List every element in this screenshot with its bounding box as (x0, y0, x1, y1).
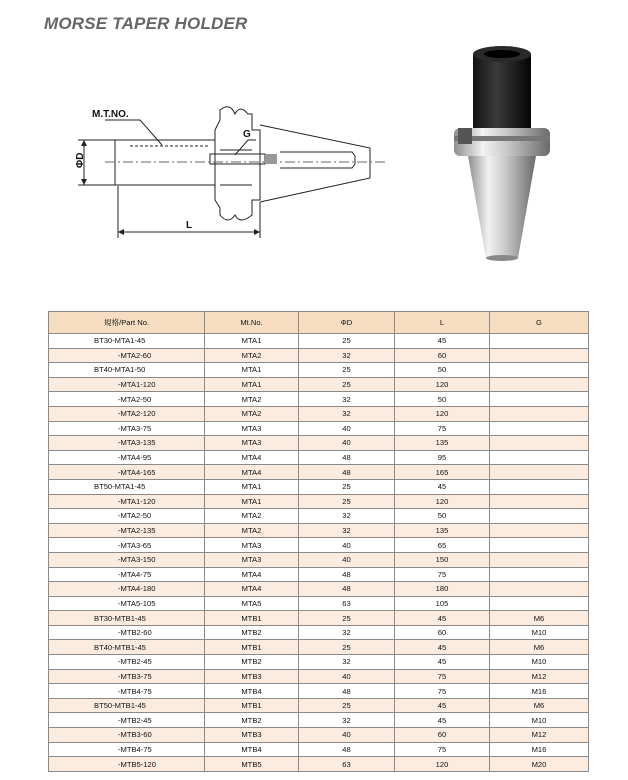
cell-part-no: -MTA3-135 (49, 436, 205, 451)
cell-g (490, 465, 589, 480)
table-row (49, 509, 589, 524)
table-row (49, 640, 589, 655)
cell-mt-no: MTB5 (205, 757, 299, 772)
cell-diameter: 48 (299, 582, 395, 597)
cell-length: 45 (395, 479, 490, 494)
table-row (49, 698, 589, 713)
cell-mt-no: MTB2 (205, 713, 299, 728)
cell-mt-no: MTA3 (205, 421, 299, 436)
table-row (49, 479, 589, 494)
cell-length: 60 (395, 348, 490, 363)
cell-diameter: 40 (299, 552, 395, 567)
label-mtno: M.T.NO. (92, 109, 129, 120)
spec-table (48, 311, 589, 772)
cell-diameter: 32 (299, 348, 395, 363)
cell-mt-no: MTA2 (205, 348, 299, 363)
cell-diameter: 48 (299, 567, 395, 582)
cell-mt-no: MTB2 (205, 655, 299, 670)
cell-part-no: -MTB3-60 (49, 728, 205, 743)
cell-g: M12 (490, 669, 589, 684)
cell-mt-no: MTA3 (205, 436, 299, 451)
cell-diameter: 48 (299, 742, 395, 757)
cell-g (490, 363, 589, 378)
label-length: L (186, 220, 193, 231)
header-part-no: 規格/Part No. (49, 312, 205, 334)
cell-diameter: 32 (299, 509, 395, 524)
cell-mt-no: MTB1 (205, 698, 299, 713)
cell-part-no: -MTA2-120 (49, 406, 205, 421)
cell-mt-no: MTB4 (205, 684, 299, 699)
cell-g (490, 421, 589, 436)
table-row (49, 406, 589, 421)
cell-part-no: -MTA2-50 (49, 509, 205, 524)
cell-length: 75 (395, 742, 490, 757)
cell-mt-no: MTA3 (205, 538, 299, 553)
cell-part-no: -MTA4-95 (49, 450, 205, 465)
table-row (49, 728, 589, 743)
table-row (49, 596, 589, 611)
cell-mt-no: MTB4 (205, 742, 299, 757)
cell-diameter: 25 (299, 377, 395, 392)
cell-length: 135 (395, 436, 490, 451)
cell-mt-no: MTA4 (205, 582, 299, 597)
table-row (49, 713, 589, 728)
cell-g (490, 406, 589, 421)
cell-part-no: -MTB3-75 (49, 669, 205, 684)
cell-g (490, 538, 589, 553)
cell-mt-no: MTA2 (205, 392, 299, 407)
cell-diameter: 25 (299, 363, 395, 378)
cell-g (490, 479, 589, 494)
cell-mt-no: MTA4 (205, 567, 299, 582)
cell-diameter: 25 (299, 334, 395, 349)
header-diameter: ΦD (299, 312, 395, 334)
cell-part-no: BT40-MTA1-50 (49, 363, 205, 378)
cell-diameter: 63 (299, 757, 395, 772)
cell-length: 105 (395, 596, 490, 611)
cell-mt-no: MTB3 (205, 669, 299, 684)
cell-length: 180 (395, 582, 490, 597)
cell-mt-no: MTA3 (205, 552, 299, 567)
cell-length: 165 (395, 465, 490, 480)
page-title: MORSE TAPER HOLDER (44, 14, 248, 33)
table-row (49, 494, 589, 509)
cell-g (490, 509, 589, 524)
cell-mt-no: MTA1 (205, 494, 299, 509)
cell-length: 75 (395, 567, 490, 582)
cell-g (490, 334, 589, 349)
cell-part-no: -MTA5-105 (49, 596, 205, 611)
cell-length: 150 (395, 552, 490, 567)
cell-g (490, 494, 589, 509)
cell-part-no: BT50-MTB1-45 (49, 698, 205, 713)
cell-length: 45 (395, 713, 490, 728)
table-row (49, 348, 589, 363)
cell-part-no: -MTA3-75 (49, 421, 205, 436)
cell-mt-no: MTA1 (205, 363, 299, 378)
cell-length: 75 (395, 669, 490, 684)
cell-part-no: -MTB4-75 (49, 684, 205, 699)
cell-part-no: -MTB5-120 (49, 757, 205, 772)
cell-diameter: 32 (299, 392, 395, 407)
table-row (49, 523, 589, 538)
table-row (49, 450, 589, 465)
cell-g: M6 (490, 640, 589, 655)
cell-part-no: BT30-MTA1-45 (49, 334, 205, 349)
cell-g (490, 348, 589, 363)
cell-diameter: 25 (299, 640, 395, 655)
header-length: L (395, 312, 490, 334)
cell-length: 75 (395, 684, 490, 699)
cell-part-no: BT30-MTB1-45 (49, 611, 205, 626)
cell-length: 50 (395, 392, 490, 407)
cell-diameter: 32 (299, 655, 395, 670)
cell-length: 45 (395, 611, 490, 626)
cell-g (490, 450, 589, 465)
cell-mt-no: MTB1 (205, 640, 299, 655)
cell-g (490, 582, 589, 597)
table-row (49, 363, 589, 378)
cell-diameter: 32 (299, 523, 395, 538)
cell-g (490, 436, 589, 451)
cell-part-no: -MTA2-135 (49, 523, 205, 538)
header-mt-no: Mt.No. (205, 312, 299, 334)
cell-g: M6 (490, 698, 589, 713)
cell-diameter: 40 (299, 538, 395, 553)
cell-length: 120 (395, 377, 490, 392)
cell-diameter: 32 (299, 625, 395, 640)
cell-diameter: 40 (299, 421, 395, 436)
table-row (49, 742, 589, 757)
cell-length: 95 (395, 450, 490, 465)
cell-g: M6 (490, 611, 589, 626)
label-g: G (243, 129, 251, 140)
table-row (49, 436, 589, 451)
table-row (49, 377, 589, 392)
table-row (49, 567, 589, 582)
table-row (49, 538, 589, 553)
cell-part-no: -MTA3-65 (49, 538, 205, 553)
table-row (49, 334, 589, 349)
cell-length: 60 (395, 625, 490, 640)
cell-part-no: -MTA4-165 (49, 465, 205, 480)
cell-g (490, 567, 589, 582)
cell-diameter: 32 (299, 406, 395, 421)
table-row (49, 757, 589, 772)
header-g: G (490, 312, 589, 334)
cell-length: 120 (395, 757, 490, 772)
cell-part-no: -MTA1-120 (49, 494, 205, 509)
cell-g (490, 377, 589, 392)
cell-part-no: -MTA1-120 (49, 377, 205, 392)
cell-length: 50 (395, 363, 490, 378)
table-row (49, 625, 589, 640)
cell-g: M16 (490, 742, 589, 757)
cell-g: M10 (490, 713, 589, 728)
cell-diameter: 25 (299, 479, 395, 494)
cell-mt-no: MTA2 (205, 406, 299, 421)
cell-length: 45 (395, 334, 490, 349)
cell-part-no: -MTB2-45 (49, 713, 205, 728)
cell-length: 45 (395, 640, 490, 655)
cell-length: 135 (395, 523, 490, 538)
cell-mt-no: MTB3 (205, 728, 299, 743)
cell-part-no: -MTA4-180 (49, 582, 205, 597)
cell-length: 65 (395, 538, 490, 553)
cell-part-no: -MTA4-75 (49, 567, 205, 582)
table-row (49, 669, 589, 684)
cell-diameter: 25 (299, 698, 395, 713)
cell-g (490, 392, 589, 407)
cell-length: 50 (395, 509, 490, 524)
cell-mt-no: MTA4 (205, 450, 299, 465)
cell-part-no: -MTB2-45 (49, 655, 205, 670)
cell-g: M10 (490, 655, 589, 670)
table-row (49, 611, 589, 626)
cell-part-no: -MTA2-60 (49, 348, 205, 363)
cell-length: 120 (395, 494, 490, 509)
cell-mt-no: MTA1 (205, 334, 299, 349)
cell-diameter: 25 (299, 494, 395, 509)
technical-drawing (70, 90, 410, 250)
product-photo (438, 40, 568, 265)
cell-mt-no: MTB2 (205, 625, 299, 640)
cell-part-no: -MTA3-150 (49, 552, 205, 567)
cell-length: 75 (395, 421, 490, 436)
cell-diameter: 40 (299, 436, 395, 451)
cell-diameter: 48 (299, 450, 395, 465)
cell-length: 45 (395, 655, 490, 670)
cell-mt-no: MTA2 (205, 509, 299, 524)
table-row (49, 552, 589, 567)
table-row (49, 392, 589, 407)
table-row (49, 655, 589, 670)
cell-mt-no: MTA2 (205, 523, 299, 538)
cell-diameter: 40 (299, 669, 395, 684)
cell-part-no: -MTB2-60 (49, 625, 205, 640)
cell-g (490, 523, 589, 538)
cell-diameter: 25 (299, 611, 395, 626)
cell-diameter: 40 (299, 728, 395, 743)
cell-part-no: -MTA2-50 (49, 392, 205, 407)
cell-mt-no: MTA1 (205, 377, 299, 392)
cell-part-no: BT50-MTA1-45 (49, 479, 205, 494)
table-row (49, 421, 589, 436)
cell-diameter: 32 (299, 713, 395, 728)
table-row (49, 465, 589, 480)
table-header-row (49, 312, 589, 334)
cell-g: M12 (490, 728, 589, 743)
cell-mt-no: MTA1 (205, 479, 299, 494)
table-row (49, 582, 589, 597)
cell-length: 45 (395, 698, 490, 713)
cell-diameter: 48 (299, 465, 395, 480)
cell-g: M10 (490, 625, 589, 640)
cell-part-no: -MTB4-75 (49, 742, 205, 757)
cell-mt-no: MTA5 (205, 596, 299, 611)
cell-length: 120 (395, 406, 490, 421)
cell-part-no: BT40-MTB1-45 (49, 640, 205, 655)
label-diameter: ΦD (75, 152, 86, 168)
cell-mt-no: MTA4 (205, 465, 299, 480)
cell-g (490, 552, 589, 567)
cell-g: M16 (490, 684, 589, 699)
cell-diameter: 63 (299, 596, 395, 611)
cell-g (490, 596, 589, 611)
cell-diameter: 48 (299, 684, 395, 699)
cell-g: M20 (490, 757, 589, 772)
table-row (49, 684, 589, 699)
cell-length: 60 (395, 728, 490, 743)
cell-mt-no: MTB1 (205, 611, 299, 626)
